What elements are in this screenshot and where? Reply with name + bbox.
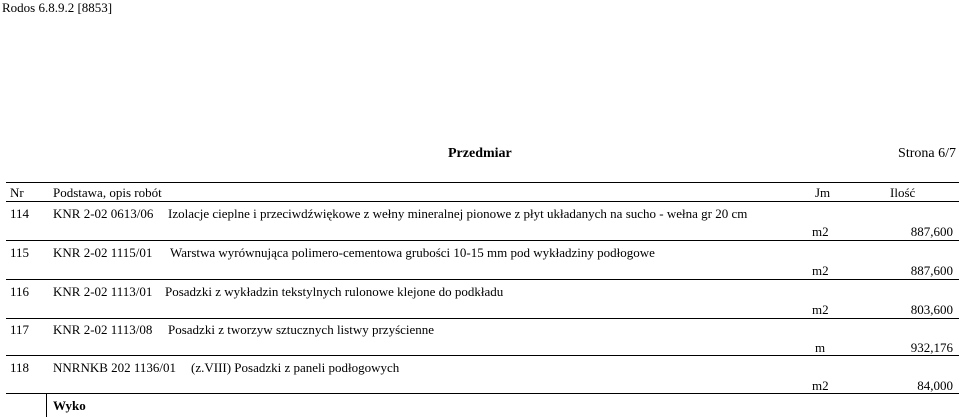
row-description: Posadzki z wykładzin tekstylnych rulonowe klejone do podkładu (165, 284, 504, 299)
row-quantity: 887,600 (910, 224, 953, 239)
footer-partial-label: Wyko (53, 398, 86, 413)
header-bottom-border (6, 201, 959, 202)
row-divider (6, 240, 959, 241)
row-divider (6, 318, 959, 319)
row-code: KNR 2-02 1113/08 (53, 322, 153, 337)
row-code: KNR 2-02 0613/06 (53, 206, 154, 221)
table-top-border (6, 182, 959, 183)
row-number: 115 (10, 245, 30, 260)
column-header-nr: Nr (10, 185, 24, 200)
column-header-quantity: Ilość (890, 185, 916, 200)
row-number: 116 (10, 284, 30, 299)
row-quantity: 803,600 (910, 302, 953, 317)
row-divider (6, 279, 959, 280)
column-header-description: Podstawa, opis robót (53, 185, 162, 200)
row-unit: m2 (812, 302, 829, 317)
page-number: Strona 6/7 (898, 146, 956, 161)
row-quantity: 84,000 (917, 378, 953, 393)
row-code: NNRNKB 202 1136/01 (53, 360, 177, 375)
footer-column-divider (46, 393, 47, 417)
row-unit: m (815, 340, 826, 355)
row-description: Posadzki z tworzyw sztucznych listwy przyścienne (168, 322, 435, 337)
column-header-unit: Jm (815, 185, 831, 200)
row-description: (z.VIII) Posadzki z paneli podłogowych (191, 360, 400, 375)
row-unit: m2 (812, 263, 829, 278)
row-code: KNR 2-02 1115/01 (53, 245, 153, 260)
row-quantity: 932,176 (910, 340, 953, 355)
row-unit: m2 (812, 378, 829, 393)
row-unit: m2 (812, 224, 829, 239)
row-code: KNR 2-02 1113/01 (53, 284, 153, 299)
row-description: Warstwa wyrównująca polimero-cementowa grubości 10-15 mm pod wykładziny podłogowe (170, 245, 655, 260)
row-number: 118 (10, 360, 30, 375)
row-number: 114 (10, 206, 30, 221)
row-number: 117 (10, 322, 30, 337)
app-version-header: Rodos 6.8.9.2 [8853] (2, 0, 113, 15)
page-title: Przedmiar (448, 146, 512, 161)
row-description: Izolacje cieplne i przeciwdźwiękowe z wełny mineralnej pionowe z płyt układanych na sucho - wełna gr 20 cm (168, 206, 748, 221)
row-quantity: 887,600 (910, 263, 953, 278)
